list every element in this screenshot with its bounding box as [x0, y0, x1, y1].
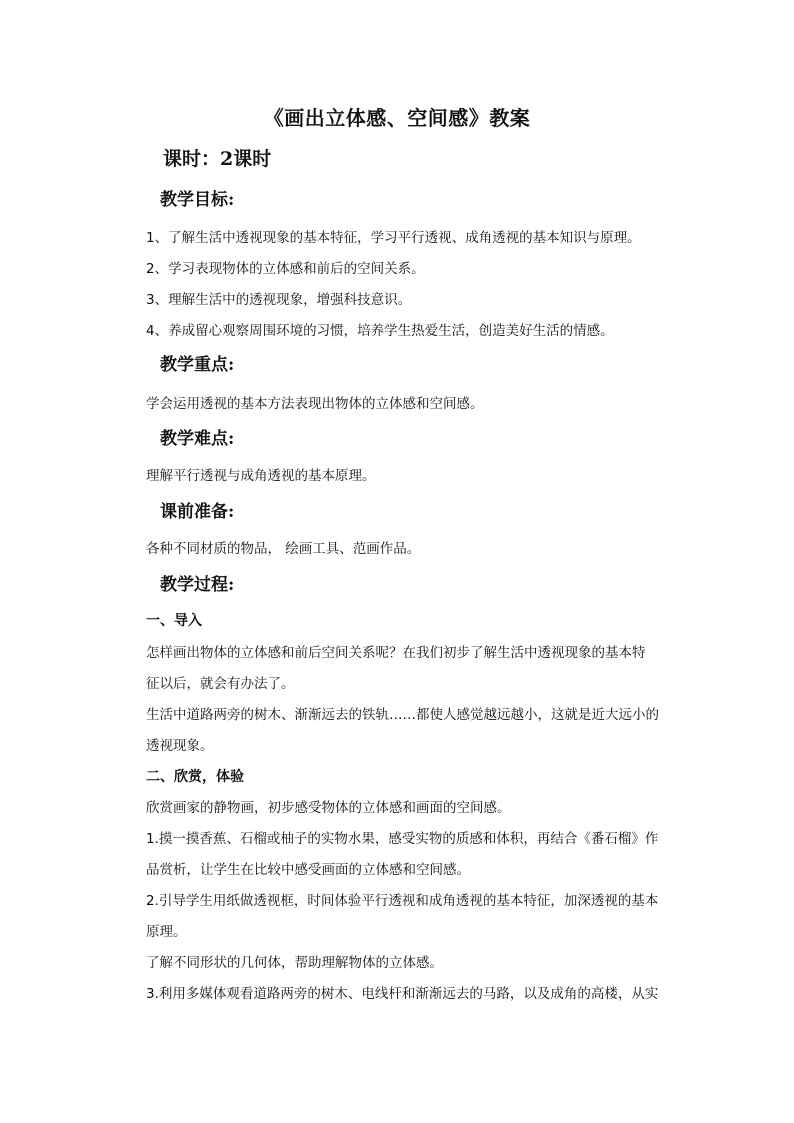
key-points-heading: 教学重点: [160, 355, 235, 375]
objective-item: 3、理解生活中的透视现象，增强科技意识。 [146, 292, 412, 308]
section-heading-appreciate: 二、欣赏，体验 [146, 769, 244, 785]
paragraph-line: 1.摸一摸香蕉、石榴或柚子的实物水果，感受实物的质感和体积，再结合《番石榴》作 [146, 831, 659, 847]
paragraph-line: 2.引导学生用纸做透视框，时间体验平行透视和成角透视的基本特征，加深透视的基本 [146, 893, 659, 909]
paragraph-line: 征以后，就会有办法了。 [146, 676, 295, 692]
preparation-heading: 课前准备: [160, 502, 235, 522]
objective-item: 4、养成留心观察周围环境的习惯，培养学生热爱生活，创造美好生活的情感。 [146, 323, 614, 339]
key-points-text: 学会运用透视的基本方法表现出物体的立体感和空间感。 [146, 396, 484, 412]
preparation-text: 各种不同材质的物品， 绘画工具、范画作品。 [146, 541, 421, 557]
paragraph-line: 了解不同形状的几何体，帮助理解物体的立体感。 [146, 955, 443, 971]
paragraph-line: 怎样画出物体的立体感和前后空间关系呢？在我们初步了解生活中透视现象的基本特 [146, 645, 646, 661]
objective-item: 2、学习表现物体的立体感和前后的空间关系。 [146, 261, 425, 277]
difficulties-heading: 教学难点: [160, 429, 235, 449]
paragraph-line: 透视现象。 [146, 738, 214, 754]
paragraph-line: 原理。 [146, 924, 187, 940]
difficulties-text: 理解平行透视与成角透视的基本原理。 [146, 468, 376, 484]
section-heading-intro: 一、导入 [146, 613, 202, 629]
paragraph-line: 生活中道路两旁的树木、渐渐远去的铁轨……都使人感觉越远越小，这就是近大远小的 [146, 707, 659, 723]
document-title: 《画出立体感、空间感》教案 [263, 106, 531, 130]
paragraph-line: 3.利用多媒体观看道路两旁的树木、电线杆和渐渐远去的马路，以及成角的高楼，从实 [146, 986, 659, 1002]
paragraph-line: 欣赏画家的静物画，初步感受物体的立体感和画面的空间感。 [146, 800, 511, 816]
objective-item: 1、了解生活中透视现象的基本特征，学习平行透视、成角透视的基本知识与原理。 [146, 230, 641, 246]
lesson-time: 课时：2课时 [163, 148, 272, 170]
objectives-heading: 教学目标: [160, 190, 235, 210]
paragraph-line: 品赏析，让学生在比较中感受画面的立体感和空间感。 [146, 862, 470, 878]
process-heading: 教学过程: [160, 575, 235, 595]
